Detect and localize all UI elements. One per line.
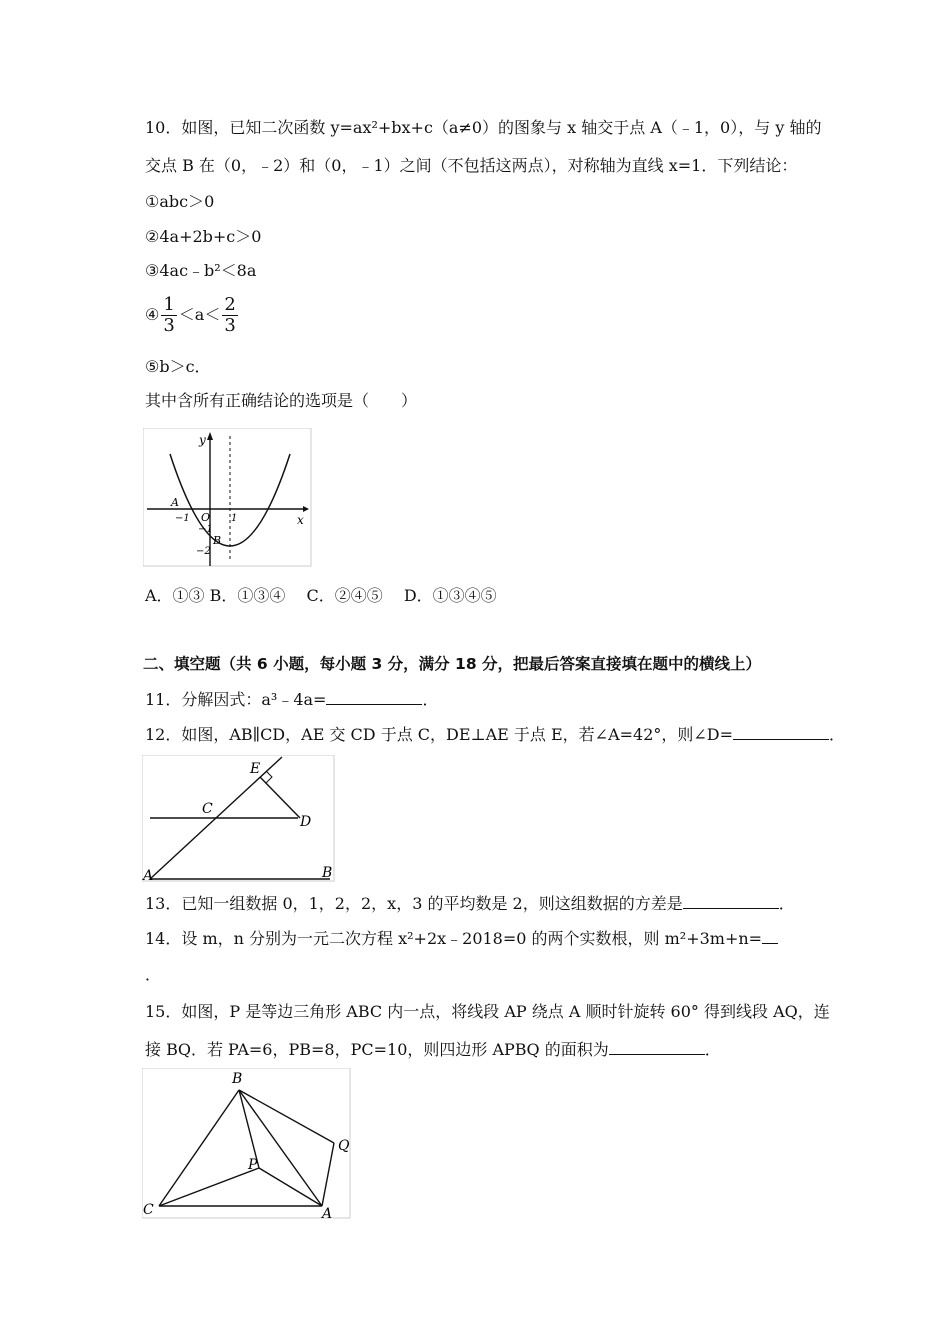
label-y: y — [199, 433, 206, 447]
q14-text: 14．设 m，n 分别为一元二次方程 x²+2x﹣2018=0 的两个实数根，则 m²+3m+n= — [145, 929, 763, 948]
q14-end: ． — [145, 965, 162, 984]
y-axis-arrow — [207, 432, 213, 440]
fraction-one-third: $\frac{1}{3}$ — [163, 294, 175, 336]
q11-end: ． — [422, 690, 439, 709]
label-x: x — [297, 513, 304, 527]
label-b: B — [232, 1071, 243, 1087]
label-minus-two: −2 — [196, 546, 211, 557]
q11-answer-blank[interactable] — [326, 690, 422, 705]
q10-statement-2: ②4a+2b+c＞0 — [145, 227, 262, 246]
fraction-two-thirds: $\frac{2}{3}$ — [224, 294, 236, 336]
label-b: B — [322, 865, 333, 881]
q10-statement-5: ⑤b＞c． — [145, 357, 211, 376]
segment-pa — [259, 1168, 322, 1206]
line-de — [260, 777, 300, 818]
q15-text: 接 BQ．若 PA=6，PB=8，PC=10，则四边形 APBQ 的面积为 — [145, 1040, 609, 1059]
q13-end: ． — [778, 894, 795, 913]
q13-text: 13．已知一组数据 0，1，2，2，x，3 的平均数是 2，则这组数据的方差是 — [145, 894, 683, 913]
q15-line1: 15．如图，P 是等边三角形 ABC 内一点，将线段 AP 绕点 A 顺时针旋转 60° 得到线段 AQ，连 — [145, 1002, 830, 1021]
parabola-figure — [143, 428, 313, 568]
segment-cb — [159, 1090, 239, 1206]
s4-mid: ＜a＜ — [178, 305, 221, 324]
label-a: A — [322, 1206, 333, 1220]
label-a: A — [171, 496, 179, 509]
q13 — [145, 894, 795, 914]
q10-statement-3: ③4ac﹣b²＜8a — [145, 261, 257, 280]
x-axis-arrow — [303, 506, 309, 512]
q11 — [145, 690, 438, 710]
label-c: C — [202, 801, 213, 817]
segment-cp — [159, 1168, 259, 1206]
section-2-heading: 二、填空题（共 6 小题，每小题 3 分，满分 18 分，把最后答案直接填在题中的横线上） — [143, 655, 762, 673]
q14-answer-blank[interactable] — [762, 929, 778, 944]
q10-statement-1: ①abc＞0 — [145, 192, 215, 211]
label-b: B — [213, 534, 222, 547]
q13-answer-blank[interactable] — [683, 894, 779, 909]
q10-statement-4 — [145, 294, 240, 336]
s4-prefix: ④ — [145, 305, 160, 324]
label-a: A — [143, 868, 154, 884]
q15-answer-blank[interactable] — [609, 1040, 705, 1055]
q10-line2: 交点 B 在（0，﹣2）和（0，﹣1）之间（不包括这两点），对称轴为直线 x=1．下列结论： — [145, 156, 798, 175]
segment-ba — [239, 1090, 322, 1206]
label-e: E — [250, 761, 261, 777]
q14 — [145, 929, 778, 949]
label-minus-one-x: −1 — [175, 513, 190, 524]
right-angle-mark — [266, 771, 272, 783]
q12-answer-blank[interactable] — [733, 725, 829, 740]
label-d: D — [300, 814, 312, 830]
segment-qa — [322, 1143, 334, 1206]
q10-options: A．①③ B．①③④ C．②④⑤ D．①③④⑤ — [145, 586, 497, 605]
q12 — [145, 725, 845, 745]
q12-text: 12．如图，AB∥CD，AE 交 CD 于点 C，DE⊥AE 于点 E，若∠A=42°，则∠D= — [145, 725, 734, 744]
label-q: Q — [338, 1138, 350, 1154]
triangle-figure — [142, 1068, 354, 1220]
q15-line2 — [145, 1040, 721, 1060]
label-origin: O — [201, 511, 211, 524]
label-one: 1 — [231, 513, 238, 524]
q12-end: ． — [829, 725, 846, 744]
label-minus-one-y: −1 — [198, 524, 213, 535]
q11-text: 11．分解因式：a³﹣4a= — [145, 690, 327, 709]
q10-line1: 10．如图，已知二次函数 y=ax²+bx+c（a≠0）的图象与 x 轴交于点 A（﹣1，0），与 y 轴的 — [145, 118, 822, 137]
parallel-lines-figure — [142, 755, 337, 885]
q10-prompt: 其中含所有正确结论的选项是（ ） — [145, 391, 418, 410]
q15-end: ． — [704, 1040, 721, 1059]
segment-bq — [239, 1090, 334, 1143]
label-p: P — [248, 1157, 258, 1173]
label-c: C — [143, 1202, 154, 1218]
